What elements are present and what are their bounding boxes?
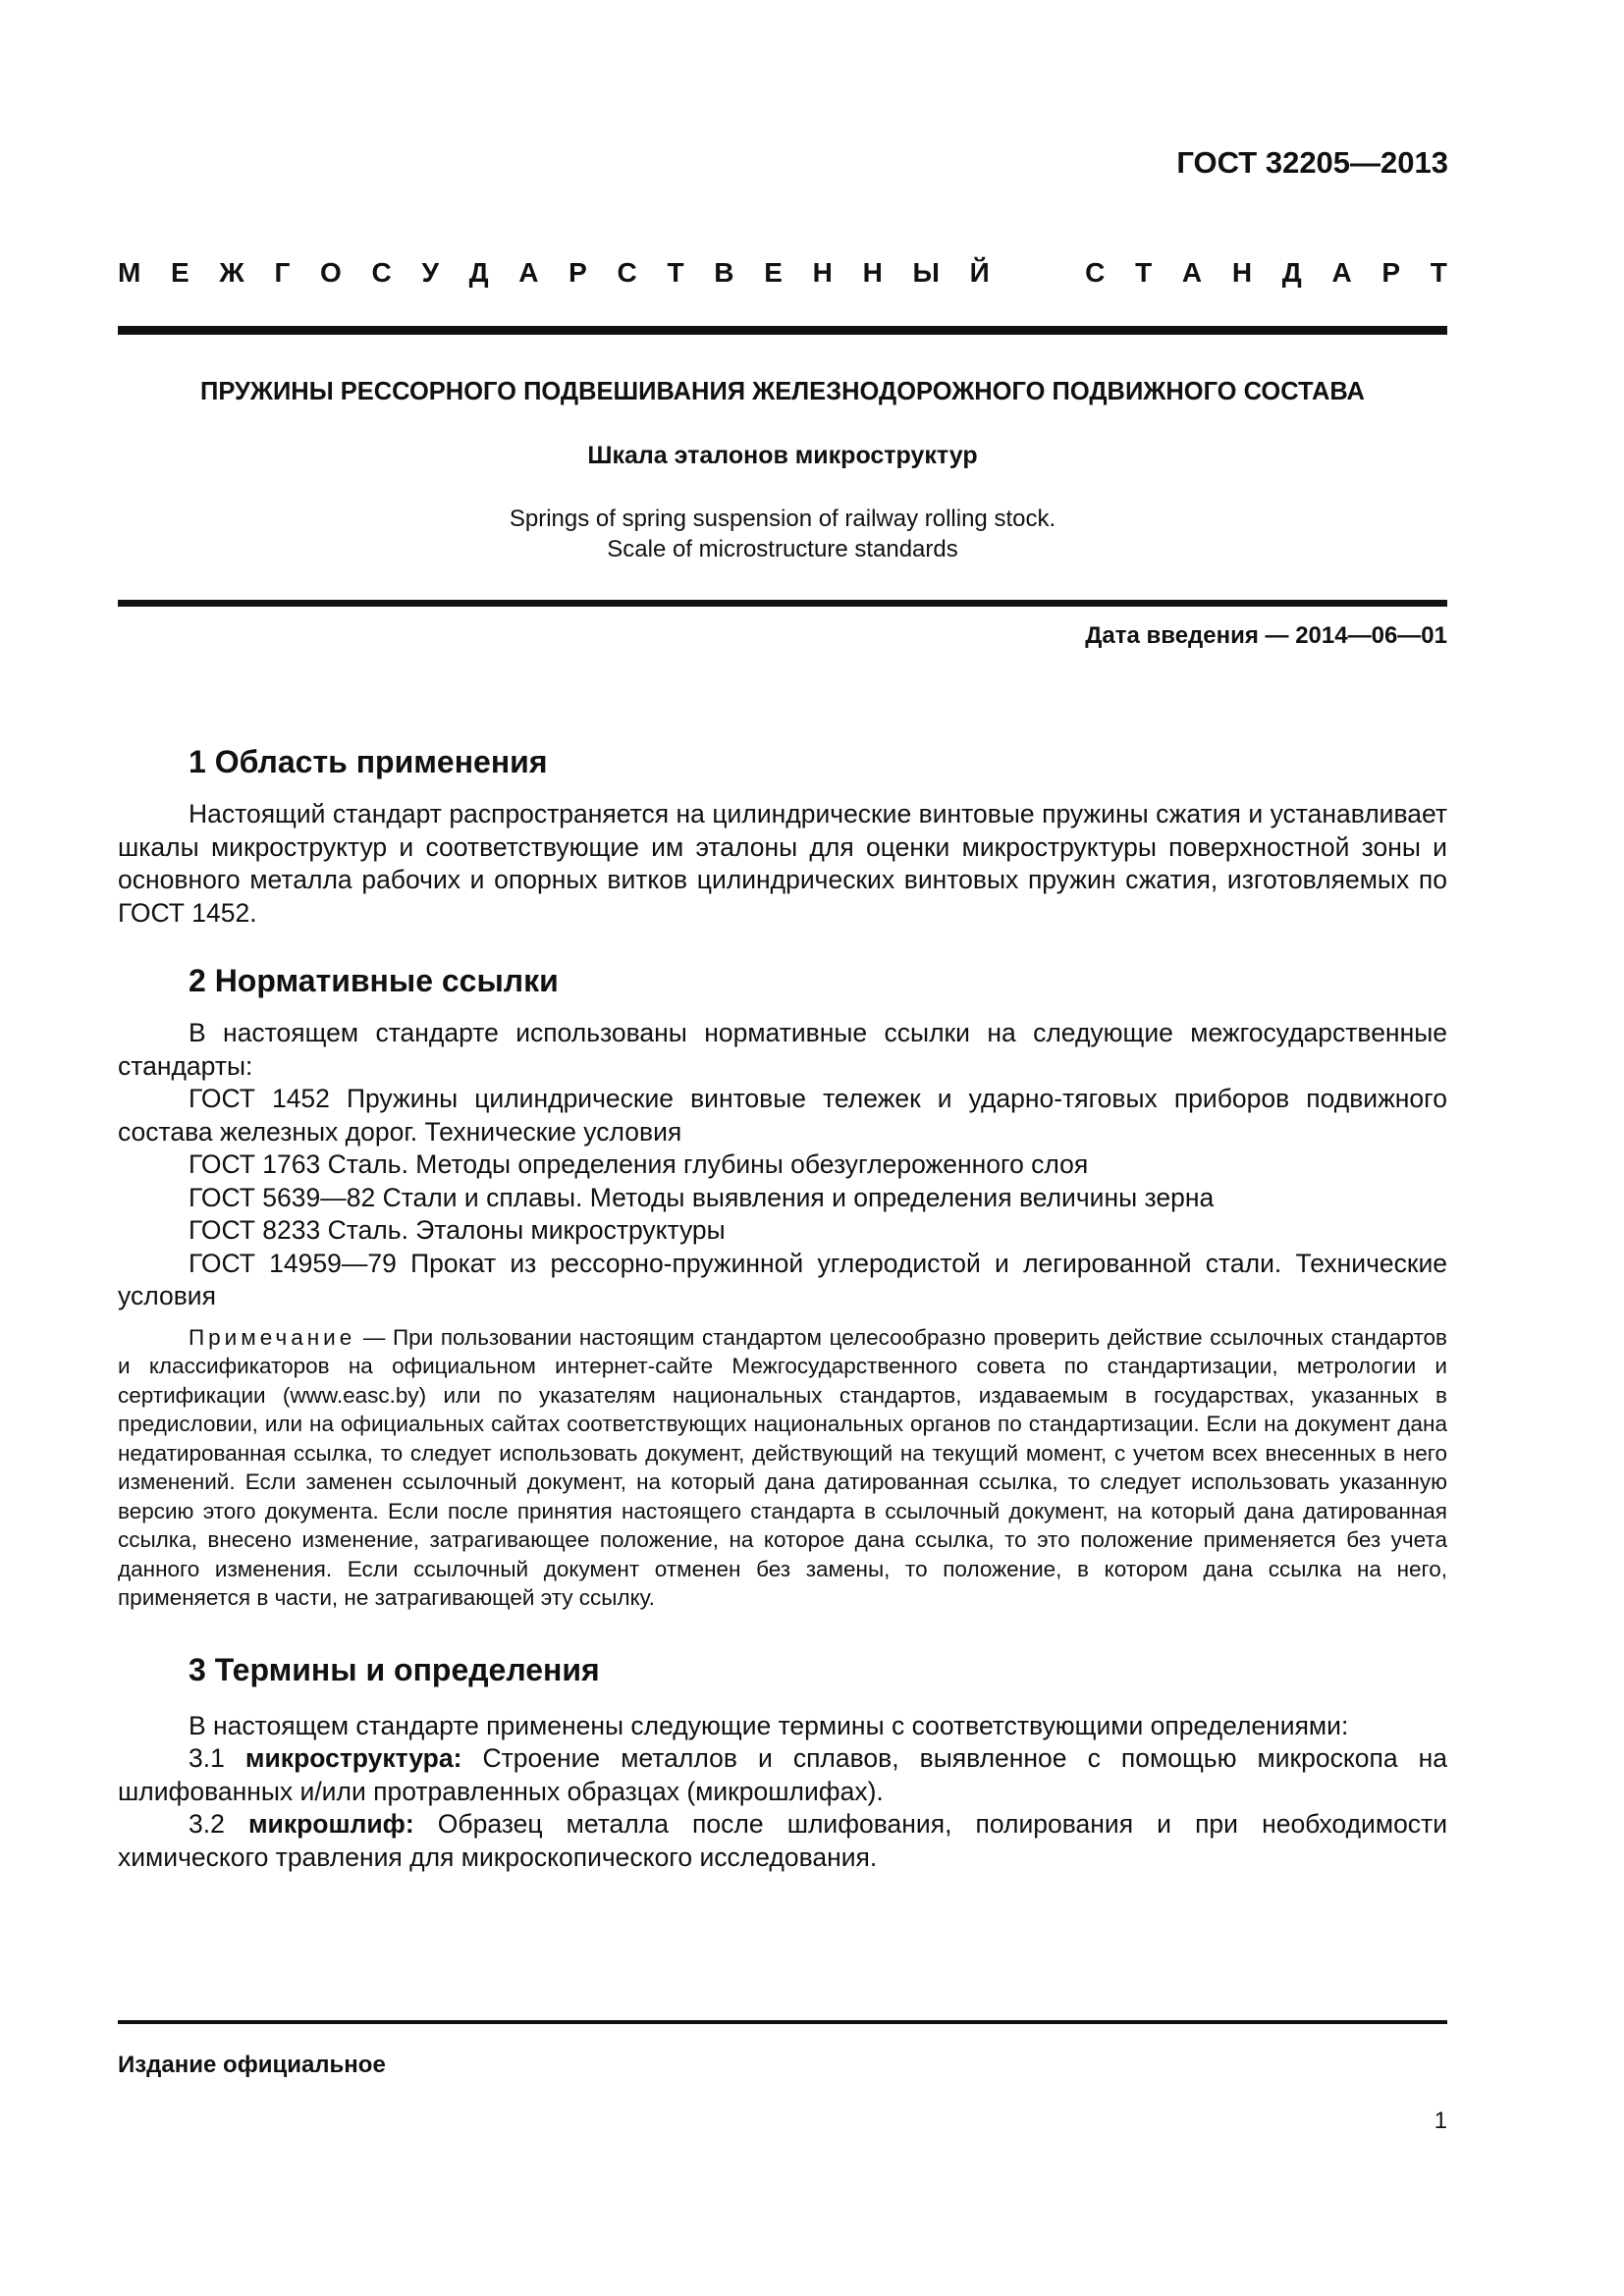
title-rule	[118, 600, 1447, 607]
section-heading: 2 Нормативные ссылки	[189, 963, 559, 998]
standard-code: ГОСТ 32205—2013	[1176, 145, 1448, 180]
term-definition	[118, 1742, 1447, 1808]
english-title-line: Scale of microstructure standards	[607, 536, 958, 562]
section-heading: 1 Область применения	[189, 744, 548, 779]
paragraph: Настоящий стандарт распространяется на цилиндрические винтовые пружины сжатия и устанавливает шкалы микроструктур и соответствующие им эталоны для оценки микроструктуры поверхностной зоны и основного металла рабочих и опорных витков цилиндрических винтовых пружин сжатия, изготовляемых по ГОСТ 1452.	[118, 799, 1447, 928]
banner-letter: Г	[274, 257, 291, 288]
note-paragraph	[118, 1323, 1447, 1613]
english-title	[118, 504, 1447, 564]
banner-letter: С	[371, 257, 392, 288]
banner-letter: Т	[1430, 257, 1447, 288]
banner-letter: О	[320, 257, 342, 288]
banner-letter: Д	[1281, 257, 1302, 288]
banner-letter: А	[1181, 257, 1203, 288]
banner-letter: С	[1085, 257, 1106, 288]
term-text: Строение металлов и сплавов, выявленное с помощью микроскопа на шлифованных и/или протравленных образцах (микрошлифах).	[118, 1743, 1447, 1806]
banner-letter: Д	[468, 257, 489, 288]
banner-letter: Ж	[219, 257, 244, 288]
term-definition	[118, 1808, 1447, 1874]
reference-item: ГОСТ 1763 Сталь. Методы определения глубины обезуглероженного слоя	[189, 1149, 1089, 1179]
reference-item: ГОСТ 5639—82 Стали и сплавы. Методы выявления и определения величины зерна	[189, 1182, 1215, 1212]
banner-letter: А	[518, 257, 539, 288]
header-rule	[118, 326, 1447, 335]
term-name: микрошлиф:	[247, 1809, 414, 1839]
term-text: Образец металла после шлифования, полирования и при необходимости химического травления для микроскопического исследования.	[118, 1809, 1447, 1872]
banner-letter: А	[1331, 257, 1352, 288]
banner-letter: Н	[862, 257, 883, 288]
banner-letter: В	[714, 257, 734, 288]
term-name: микроструктура:	[244, 1743, 462, 1773]
english-title-line: Springs of spring suspension of railway rolling stock.	[509, 506, 1056, 532]
term-number: 3.2	[189, 1809, 248, 1839]
banner-word-gap	[1019, 257, 1055, 289]
reference-item: ГОСТ 14959—79 Прокат из рессорно-пружинной углеродистой и легированной стали. Технические условия	[118, 1248, 1447, 1310]
note-text: — При пользовании настоящим стандартом целесообразно проверить действие ссылочных стандартов и классификаторов на официальном интернет-сайте Межгосударственного совета по стандартизации, метрологии и сертификации (www.easc.by) или по указателям национальных стандартов, издаваемым в государствах, указанных в предисловии, или на официальных сайтах соответствующих национальных органов по стандартизации. Если на документ дана недатированная ссылка, то следует использовать документ, действующий на текущий момент, с учетом всех внесенных в него изменений. Если заменен ссылочный документ, на который дана датированная ссылка, то следует использовать указанную версию этого документа. Если после принятия настоящего стандарта в ссылочный документ, на который дана датированная ссылка, внесено изменение, затрагивающее положение, на которое дана ссылка, то это положение применяется без учета данного изменения. Если ссылочный документ отменен без замены, то положение, в котором дана ссылка на него, применяется в части, не затрагивающей эту ссылку.	[118, 1324, 1447, 1610]
footer-rule	[118, 2020, 1447, 2024]
banner-letter: Е	[764, 257, 783, 288]
banner-letter: С	[617, 257, 637, 288]
paragraph: В настоящем стандарте использованы нормативные ссылки на следующие межгосударственные стандарты:	[118, 1018, 1447, 1081]
standard-type-banner	[118, 257, 1447, 289]
banner-letter: Й	[969, 257, 990, 288]
banner-letter: Р	[568, 257, 587, 288]
banner-letter: Т	[667, 257, 684, 288]
official-edition-label: Издание официальное	[118, 2052, 386, 2078]
banner-letter: Т	[1135, 257, 1153, 288]
banner-letter: Е	[171, 257, 189, 288]
page-number: 1	[1434, 2108, 1447, 2134]
banner-letter: У	[421, 257, 439, 288]
reference-item: ГОСТ 1452 Пружины цилиндрические винтовые тележек и ударно-тяговых приборов подвижного состава железных дорог. Технические условия	[118, 1084, 1447, 1147]
document-title: ПРУЖИНЫ РЕССОРНОГО ПОДВЕШИВАНИЯ ЖЕЛЕЗНОДОРОЖНОГО ПОДВИЖНОГО СОСТАВА	[200, 378, 1365, 405]
section-heading: 3 Термины и определения	[189, 1651, 600, 1687]
note-label: Примечание	[189, 1324, 356, 1350]
reference-item: ГОСТ 8233 Сталь. Эталоны микроструктуры	[189, 1215, 726, 1245]
term-number: 3.1	[189, 1743, 245, 1773]
banner-letter: Н	[1231, 257, 1253, 288]
introduction-date: Дата введения — 2014—06—01	[1085, 622, 1447, 649]
document-subtitle: Шкала эталонов микроструктур	[587, 442, 978, 469]
document-body	[118, 744, 1447, 1874]
banner-letter: М	[118, 257, 141, 288]
paragraph: В настоящем стандарте применены следующие термины с соответствующими определениями:	[189, 1710, 1349, 1740]
banner-letter: Н	[812, 257, 833, 288]
banner-letter: Ы	[912, 257, 940, 288]
banner-letter: Р	[1381, 257, 1401, 288]
